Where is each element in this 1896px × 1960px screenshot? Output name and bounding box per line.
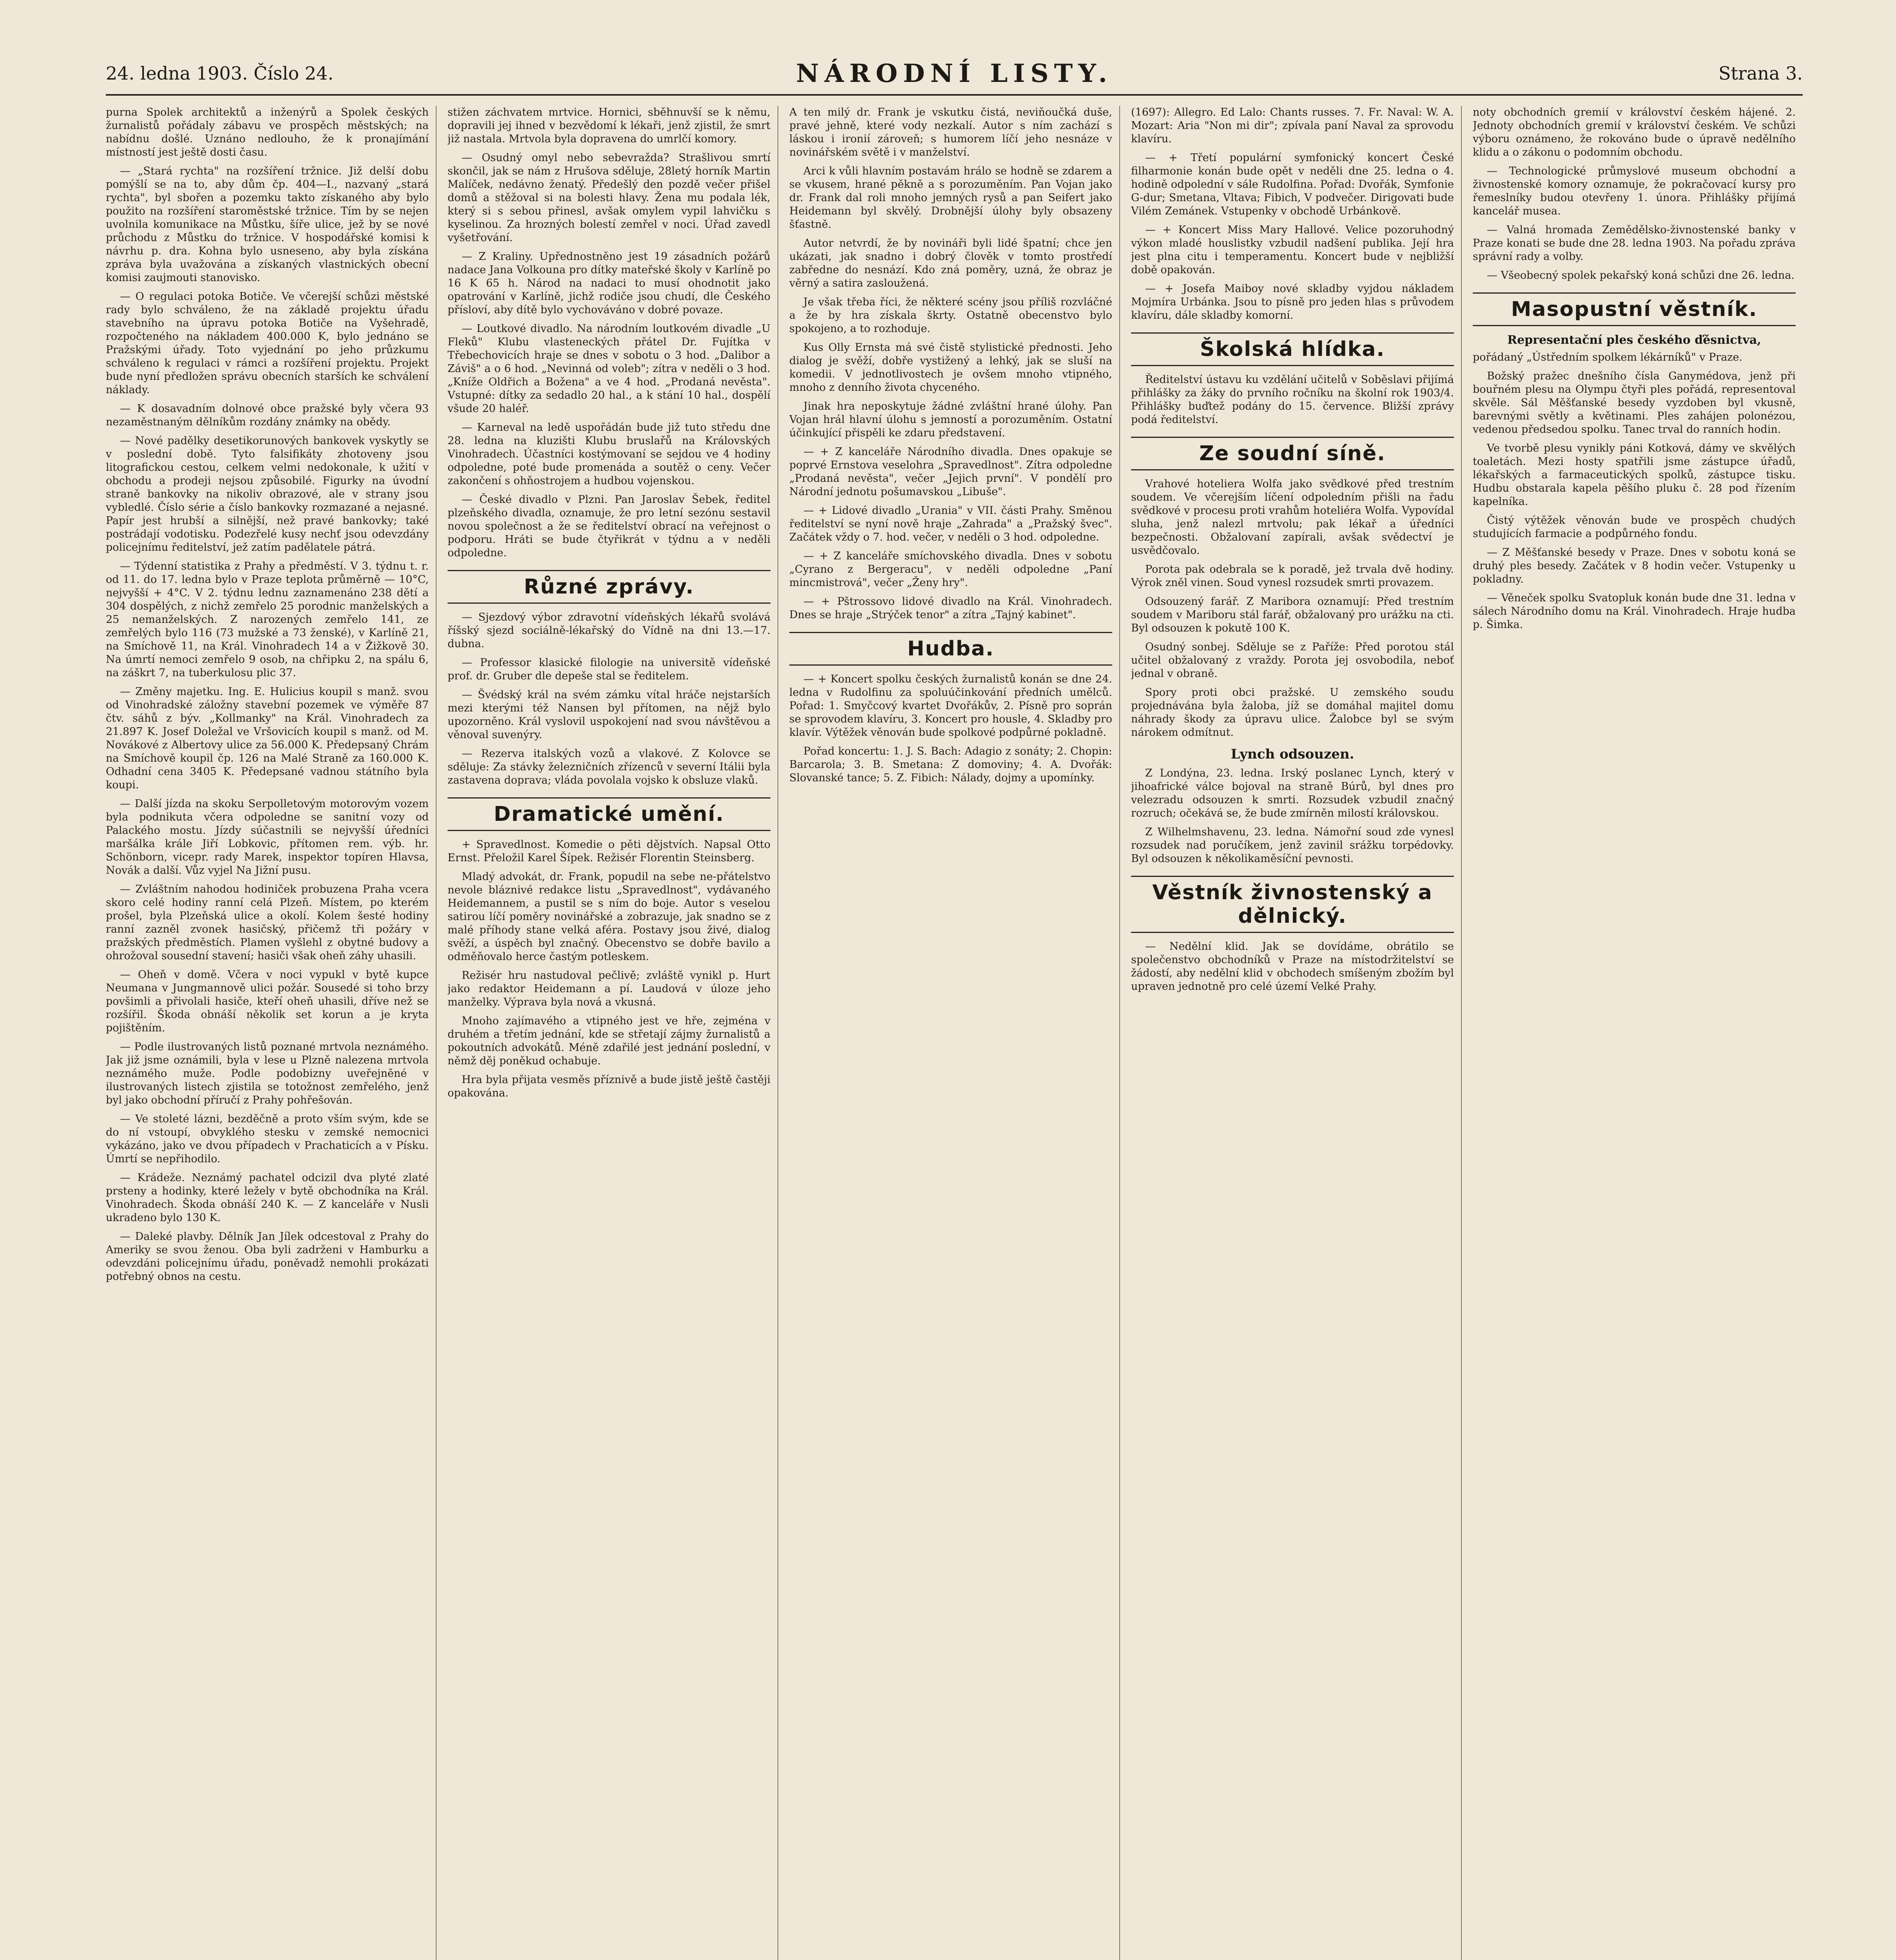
issue-date: 24. ledna 1903. Číslo 24. bbox=[106, 63, 334, 84]
column-1 bbox=[106, 106, 437, 1960]
article-paragraph: Spory proti obci pražské. U zemského soudu projednávána byla žaloba, jíž se domáhal majitel domu náhrady škody za úpravu ulice. Žalobce byl se svým nárokem odmítnut. bbox=[1131, 686, 1454, 739]
section-heading-text: Dramatické umění. bbox=[493, 802, 725, 826]
article-paragraph: stižen záchvatem mrtvice. Hornici, sběhnuvší se k němu, dopravili jej ihned v bezvědomí k lékaři, jenž zjistil, že smrt již nastala. Mrtvola byla dopravena do umrlčí komory. bbox=[448, 106, 770, 145]
article-paragraph: Porota pak odebrala se k poradě, jež trvala dvě hodiny. Výrok zněl vinen. Soud vynesl rozsudek smrti provazem. bbox=[1131, 563, 1454, 589]
newspaper-title: NÁRODNÍ LISTY. bbox=[796, 59, 1113, 88]
article-paragraph: — Osudný omyl nebo sebevražda? Strašlivou smrtí skončil, jak se nám z Hrušova sděluje, 28letý horník Martin Malíček, nedávno ženatý. Předešlý den pozdě večer přišel domů a stěžoval si na bolesti hlavy. Žena mu podala lék, který si s sebou přinesl, avšak omylem vypil lahvičku s kyselinou. Za hrozných bolestí zemřel v noci. Úřad zavedl vyšetřování. bbox=[448, 152, 770, 244]
article-paragraph: — O regulaci potoka Botiče. Ve včerejší schůzi městské rady bylo schváleno, že na základě projektu úřadu stavebního na úpravu potoka Botiče na Vyšehradě, rozpočteného na nákladem 400.000 K, bylo jednáno se Pražskými úřady. Toto vyjednání po jeho průzkumu schváleno k regulaci v rámci a rozšíření projektu. Projekt bude nyní předložen správu obecních starších ke schválení náklady. bbox=[106, 290, 429, 396]
section-heading bbox=[1131, 332, 1454, 366]
column-4 bbox=[1131, 106, 1462, 1960]
article-paragraph: — Loutkové divadlo. Na národním loutkovém divadle „U Fleků" Klubu vlasteneckých přátel Dr. Fujítka v Třebechovicích hraje se dnes v sobotu o 3 hod. „Dalibor a Záviš" a o 6 hod. „Nevinná od voleb"; zítra v neděli o 3 hod. „Kníže Oldřich a Božena" a ve 4 hod. „Prodaná nevěsta". Vstupné: dítky za sedadlo 20 hal., a k stání 10 hal., dospělí všude 20 haléř. bbox=[448, 323, 770, 415]
article-paragraph: — Valná hromada Zemědělsko-živnostenské banky v Praze konati se bude dne 28. ledna 1903. Na pořadu zpráva správní rady a volby. bbox=[1473, 224, 1796, 263]
article-paragraph: pořádaný „Ústředním spolkem lékárníků" v Praze. bbox=[1473, 351, 1743, 363]
article-paragraph: — + Z kanceláře smíchovského divadla. Dnes v sobotu „Cyrano z Bergeracu", v neděli odpoledne „Paní mincmistrová", večer „Ženy hry". bbox=[789, 550, 1112, 589]
sub-heading: Representační ples českého ďěsnictva, bbox=[1507, 333, 1761, 347]
article-paragraph: — Krádeže. Neznámý pachatel odcizil dva plyté zlaté prsteny a hodinky, které ležely v bytě obchodníka na Král. Vinohradech. Škoda obnáší 240 K. — Z kanceláře v Nusli ukradeno bylo 130 K. bbox=[106, 1172, 429, 1224]
article-paragraph: Božský pražec dnešního čísla Ganymédova, jenž při bouřném plesu na Olympu čtyři ples pořádá, representoval skvěle. Sál Měšťanské besedy vyzdoben byl vkusně, barevnými světly a květinami. Ples zahájen polonézou, vedenou předsedou spolku. Tanec trval do ranních hodin. bbox=[1473, 370, 1796, 436]
article-paragraph: Režisér hru nastudoval pečlivě; zvláště vynikl p. Hurt jako redaktor Heidemann a pí. Laudová v úloze jeho manželky. Výprava byla nová a vkusná. bbox=[448, 969, 770, 1008]
article-paragraph: Kus Olly Ernsta má své čistě stylistické přednosti. Jeho dialog je svěží, dobře vystižený a lehký, jak se sluší na komedii. V jednotlivostech je ovšem mnoho vtipného, mnoho z denního života chyceného. bbox=[789, 341, 1112, 394]
article-paragraph: — + Pštrossovo lidové divadlo na Král. Vinohradech. Dnes se hraje „Strýček tenor" a zítra „Tajný kabinet". bbox=[789, 595, 1112, 621]
article-paragraph: Arci k vůli hlavním postavám hrálo se hodně se zdarem a se vkusem, hrané pěkně a s porozuměním. Pan Vojan jako dr. Frank dal roli mnoho jemných rysů a pan Seifert jako Heidemann byl skvělý. Drobnější úlohy byly obsazeny šťastně. bbox=[789, 165, 1112, 230]
article-paragraph: purna Spolek architektů a inženýrů a Spolek českých žurnalistů pořádaly zábavu ve prospěch městských; na nabídnu došlé. Uznáno nedlouho, že k pronajímání místností jest ještě dosti času. bbox=[106, 106, 429, 158]
article-paragraph: — + Koncert Miss Mary Hallové. Velice pozoruhodný výkon mladé houslistky vzbudil nadšení publika. Její hra jest plna citu i temperamentu. Koncert bude v nejbližší době opakován. bbox=[1131, 224, 1454, 276]
article-paragraph: — Podle ilustrovaných listů poznané mrtvola neznámého. Jak již jsme oznámili, byla v lese u Plzně nalezena mrtvola neznámého muže. Podle podobizny uveřejněné v ilustrovaných listech zjistila se totožnost zemřelého, jenž byl jako obchodní příručí z Prahy pohřešován. bbox=[106, 1041, 429, 1106]
article-paragraph: — Všeobecný spolek pekařský koná schůzi dne 26. ledna. bbox=[1487, 269, 1795, 281]
article-paragraph: Ve tvorbě plesu vynikly páni Kotková, dámy ve skvělých toaletách. Mezi hosty spatřili jsme zástupce úřadů, lékařských a farmaceutických spolků, zástupce tisku. Hudbu obstarala kapela pěšího pluku č. 28 pod řízením kapelníka. bbox=[1473, 442, 1796, 508]
section-heading bbox=[1131, 876, 1454, 933]
section-heading-text: Hudba. bbox=[907, 637, 994, 661]
article-paragraph: — Karneval na ledě uspořádán bude již tuto středu dne 28. ledna na kluzišti Klubu bruslařů na Královských Vinohradech. Účastníci kostýmovaní se sejdou ve 4 hodiny odpoledne, poté bude promenáda a soutěž o ceny. Večer zakončení s ohňostrojem a hudbou vojenskou. bbox=[448, 421, 770, 487]
article-paragraph: — Další jízda na skoku Serpolletovým motorovým vozem byla podnikuta včera odpoledne se sanitní vozy od Palackého mostu. Jízdy súčastnili se nejvyšší úředníci maršálka krále Jiří Lobkovic, přítomen rem. výb. hr. Schönborn, vicepr. rady Marek, inspektor topíren Hlavsa, Novák a další. Vůz vyjel Na Jižní pusu. bbox=[106, 798, 429, 877]
section-heading bbox=[1473, 292, 1796, 326]
article-paragraph: Pořad koncertu: 1. J. S. Bach: Adagio z sonáty; 2. Chopin: Barcarola; 3. B. Smetana: Z domoviny; 4. A. Dvořák: Slovanské tance; 5. Z. Fibich: Nálady, dojmy a upomínky. bbox=[789, 745, 1112, 784]
section-heading bbox=[448, 570, 770, 604]
article-paragraph: Je však třeba říci, že některé scény jsou příliš rozvláčné a že by hra získala škrty. Ostatně obecenstvo bylo spokojeno, a to rozhoduje. bbox=[789, 296, 1112, 335]
article-paragraph: — Nové padělky desetikorunových bankovek vyskytly se v poslední době. Tyto falsifikáty zhotoveny jsou litografickou cestou, celkem velmi nedokonale, k užití v obchodu a prodeji nejsou způsobilé. Figurky na úvodní straně bankovky na nikoliv obrazové, ale v strany jsou vybledlé. Číslo série a číslo bankovky rozmazané a nejasné. Papír jest hrubší a silnější, než pravé bankovky; také postrádají vodotisku. Podezřelé kusy nechť jsou odevzdány policejnímu ředitelství, jež zatím padělatele pátrá. bbox=[106, 435, 429, 554]
column-2 bbox=[448, 106, 778, 1960]
article-paragraph: — + Třetí populární symfonický koncert České filharmonie konán bude opět v neděli dne 25. ledna o 4. hodině odpolední v sále Rudolfina. Pořad: Dvořák, Symfonie G-dur; Smetana, Vltava; Fibich, V podvečer. Dirigovati bude Vilém Zemánek. Vstupenky v obchodě Urbánkově. bbox=[1131, 152, 1454, 217]
article-paragraph: A ten milý dr. Frank je vskutku čistá, neviňoučká duše, pravé jehně, které vody nezkalí. Autor s ním zachází s láskou i ironií zároveň; s humorem líčí jeho nesnáze v novinářském světě i v manželství. bbox=[789, 106, 1112, 158]
article-paragraph: — Sjezdový výbor zdravotní vídeňských lékařů svolává říšský sjezd sociálně-lékařský do Vídně na dni 13.—17. dubna. bbox=[448, 611, 770, 650]
masthead bbox=[106, 59, 1803, 96]
article-paragraph: — Z Kraliny. Upřednostněno jest 19 zásadních požárů nadace Jana Volkouna pro dítky mateřské školy v Karlíně po 16 K 65 h. Národ na nadaci to musí ohodnotit jako opatrování v Karlíně, jichž rodiče jsou chudí, dle Českého přísloví, aby dítě bylo vychováváno v dobré povaze. bbox=[448, 250, 770, 316]
article-paragraph: — Z Měšťanské besedy v Praze. Dnes v sobotu koná se druhý ples besedy. Začátek v 8 hodin večer. Vstupenky u pokladny. bbox=[1473, 546, 1796, 585]
article-paragraph: — Oheň v domě. Včera v noci vypukl v bytě kupce Neumana v Jungmannově ulici požár. Sousedé si toho brzy povšimli a přivolali hasiče, kteří oheň uhasili, dříve než se rozšířil. Škoda obnáší několik set korun a je kryta pojištěním. bbox=[106, 969, 429, 1034]
article-paragraph: — + Lidové divadlo „Urania" v VII. části Prahy. Směnou ředitelství se nyní nově hraje „Zahrada" a „Pražský švec". Začátek vždy o 7. hod. večer, v neděli o 3 hod. odpoledne. bbox=[789, 505, 1112, 543]
article-paragraph: — Věneček spolku Svatopluk konán bude dne 31. ledna v sálech Národního domu na Král. Vinohradech. Hraje hudba p. Šimka. bbox=[1473, 592, 1796, 631]
article-paragraph: Mladý advokát, dr. Frank, popudil na sebe ne-přátelstvo nevole bláznivé redakce listu „Spravedlnost", vydávaného Heidemannem, a pustil se s ním do boje. Autor s veselou satirou líčí poměry novinářské a zobrazuje, jak snadno se z malé příhody stane velká aféra. Postavy jsou živé, dialog svěží, a úspěch byl značný. Obecenstvo se dobře bavilo a odměňovalo herce častým potleskem. bbox=[448, 871, 770, 963]
section-heading bbox=[1131, 437, 1454, 470]
article-paragraph: — České divadlo v Plzni. Pan Jaroslav Šebek, ředitel plzeňského divadla, oznamuje, že pro letní sezónu sestavil novou společnost a že se ředitelství obrací na veřejnost o podporu. Hráti se bude čtyřikrát v týdnu a v neděli odpoledne. bbox=[448, 494, 770, 559]
article-paragraph: Jinak hra neposkytuje žádné zvláštní hrané úlohy. Pan Vojan hrál hlavní úlohu s jemností a porozuměním. Ostatní účinkující přispěli ke zdaru představení. bbox=[789, 400, 1112, 439]
article-paragraph: — Rezerva italských vozů a vlakové. Z Kolovce se sděluje: Za stávky železničních zřízenců v severní Itálii byla zastavena doprava; vláda povolala vojsko k obsluze vlaků. bbox=[448, 748, 770, 786]
section-heading-text: Školská hlídka. bbox=[1200, 338, 1385, 361]
column-3 bbox=[789, 106, 1120, 1960]
article-paragraph: — Změny majetku. Ing. E. Hulicius koupil s manž. svou od Vinohradské záložny stavební pozemek ve výměře 87 čtv. sáhů z býv. „Kollmanky" na Král. Vinohradech za 21.897 K. Josef Doležal ve Vršovicích koupil s manž. od M. Novákové z Albertovy ulice za 56.000 K. Předepsaný Chrám na Smíchově koupil čp. 126 na Malé Straně za 160.000 K. Odhadní cena 3405 K. Předepsané vadnou státního byla koupi. bbox=[106, 686, 429, 791]
article-paragraph: — + Josefa Maiboy nové skladby vyjdou nákladem Mojmíra Urbánka. Jsou to písně pro jeden hlas s průvodem klavíru, dále skladby komorní. bbox=[1131, 283, 1454, 321]
article-paragraph: — + Koncert spolku českých žurnalistů konán se dne 24. ledna v Rudolfinu za spoluúčinkování předních umělců. Pořad: 1. Smyčcový kvartet Dvořákův, 2. Písně pro soprán se sprovodem klavíru, 3. Koncert pro housle, 4. Skladby pro klavír. Výtěžek věnován bude spolkové podpůrné pokladně. bbox=[789, 673, 1112, 739]
article-paragraph: — Nedělní klid. Jak se dovídáme, obrátilo se společenstvo obchodníků v Praze na místodržitelství se žádostí, aby nedělní klid v obchodech smíšeným zbožím byl upraven jednotně pro celé území Velké Prahy. bbox=[1131, 940, 1454, 993]
article-paragraph: Autor netvrdí, že by novináři byli lidé špatní; chce jen ukázati, jak snadno i dobrý člověk v tomto prostředí zabředne do nesnází. Kdo zná poměry, uzná, že obraz je věrný a satira zasloužená. bbox=[789, 237, 1112, 289]
article-paragraph: — Professor klasické filologie na universitě vídeňské prof. dr. Gruber dle depeše stal se ředitelem. bbox=[448, 657, 770, 682]
section-heading-text: Ze soudní síně. bbox=[1199, 442, 1386, 465]
article-paragraph: — K dosavadním dolnové obce pražské byly včera 93 nezaměstnaným dělníkům rozdány známky na obědy. bbox=[106, 403, 429, 428]
article-paragraph: Vrahové hoteliera Wolfa jako svědkové před trestním soudem. Ve včerejším líčení odpoledním přišli na řadu svědkové v procesu proti vrahům hoteliéra Wolfa. Vypovídal sluha, jenž nalezl mrtvolu; pak lékař a úředníci bezpečnosti. Obžalovaní zapírali, avšak svědectví je usvědčovalo. bbox=[1131, 478, 1454, 557]
article-paragraph: — Týdenní statistika z Prahy a předměstí. V 3. týdnu t. r. od 11. do 17. ledna bylo v Praze teplota průměrně — 10°C, nejvyšší + 4°C. V 2. týdnu lednu zaznamenáno 238 dětí a 304 dospělých, z nichž zemřelo 25 porodnic manželských a 25 nemanželských. Z narozených zemřelo 141, ze zemřelých bylo 116 (73 mužské a 73 ženské), v Karlíně 21, na Smíchově 11, na Král. Vinohradech 14 a v Žižkově 30. Na úmrtí nemoci zemřelo 9 osob, na chřipku 2, na spálu 6, na záškrt 7, na tuberkulosu plic 37. bbox=[106, 560, 429, 679]
article-paragraph: Odsouzený farář. Z Maribora oznamují: Před trestním soudem v Mariboru stál farář, obžalovaný pro urážku na cti. Byl odsouzen k pokutě 100 K. bbox=[1131, 595, 1454, 634]
section-heading bbox=[789, 632, 1112, 666]
article-paragraph: Osudný sonbej. Sděluje se z Paříže: Před porotou stál učitel obžalovaný z vraždy. Porota jej osvobodila, neboť jednal v obraně. bbox=[1131, 641, 1454, 680]
article-paragraph: Hra byla přijata vesměs příznivě a bude jistě ještě častěji opakována. bbox=[448, 1074, 770, 1099]
section-heading-text: Různé zprávy. bbox=[524, 575, 694, 599]
article-paragraph: — Ve stoleté lázni, bezděčně a proto vším svým, kde se do ní vstoupí, obvyklého stesku v zemské nemocnici vykázáno, jako ve dvou případech v Prachaticích a v Písku. Úmrtí se nepřihodilo. bbox=[106, 1113, 429, 1165]
article-paragraph: — „Stará rychta" na rozšíření tržnice. Již delší dobu pomýšlí se na to, aby dům čp. 404—I., nazvaný „stará rychta", byl sbořen a pozemku takto získaného aby bylo použito na rozšíření staroměstské tržnice. Tím by se nejen uvolnila komunikace na Můstku, šíře ulice, jež by se nové průchodu z Můstku do tržnice. V hospodářské komisi k návrhu p. dra. Kohna bylo usneseno, aby byla získána zpráva byla uvažována a získaných vlastnických obecní komisi zaujmouti stanovisko. bbox=[106, 165, 429, 284]
article-paragraph: Mnoho zajímavého a vtipného jest ve hře, zejména v druhém a třetím jednání, kde se střetají zájmy žurnalistů a pokoutních advokátů. Méně zdařilé jest jednání poslední, v němž děj poněkud ochabuje. bbox=[448, 1015, 770, 1067]
article-paragraph: — + Z kanceláře Národního divadla. Dnes opakuje se poprvé Ernstova veselohra „Spravedlnost". Zítra odpoledne „Prodaná nevěsta", večer „Jejich první". V pondělí pro Národní jednotu pošumavskou „Libuše". bbox=[789, 446, 1112, 498]
column-5 bbox=[1473, 106, 1803, 1960]
section-heading-text: Věstník živnostenský a dělnický. bbox=[1152, 881, 1433, 928]
columns bbox=[106, 106, 1803, 1960]
article-paragraph: Z Wilhelmshavenu, 23. ledna. Námořní soud zde vynesl rozsudek nad poručíkem, jenž zavinil srážku torpédovky. Byl odsouzen k několikaměsíční pevnosti. bbox=[1131, 826, 1454, 865]
section-heading bbox=[448, 797, 770, 831]
section-heading-text: Masopustní věstník. bbox=[1511, 298, 1758, 321]
page-number: Strana 3. bbox=[1718, 63, 1803, 84]
article-paragraph: — Daleké plavby. Dělník Jan Jílek odcestoval z Prahy do Ameriky se svou ženou. Oba byli zadrženi v Hamburku a odevzdáni policejnímu úřadu, poněvadž nemohli prokázati potřebný obnos na cestu. bbox=[106, 1230, 429, 1283]
article-paragraph: — Zvláštním nahodou hodiniček probuzena Praha vcera skoro celé hodiny ranní celá Plzeň. Místem, po kterém prošel, byla Plzeňská ulice a okolí. Kolem šesté hodiny ranní zazněl zvonek hasičský, přičemž tři požáry v pražských předměstích. Plamen vyšlehl z obytné budovy a ohrožoval sousední stavení; hasiči však oheň záhy uhasili. bbox=[106, 883, 429, 962]
article-paragraph: (1697): Allegro. Ed Lalo: Chants russes. 7. Fr. Naval: W. A. Mozart: Aria "Non mi dir"; zpívala paní Naval za sprovodu klavíru. bbox=[1131, 106, 1454, 145]
article-paragraph: + Spravedlnost. Komedie o pěti dějstvích. Napsal Otto Ernst. Přeložil Karel Šípek. Režisér Florentin Steinsberg. bbox=[448, 838, 770, 864]
sub-heading: Lynch odsouzen. bbox=[1231, 746, 1354, 762]
article-paragraph: noty obchodních gremií v království českém hájené. 2. Jednoty obchodních gremií v království českém. Ve schůzi výboru oznámeno, že rokováno bude o úpravě nedělního klidu a o zákonu o podomním obchodu. bbox=[1473, 106, 1796, 158]
article-paragraph: — Technologické průmyslové museum obchodní a živnostenské komory oznamuje, že pokračovací kursy pro řemeslníky budou otevřeny 1. února. Přihlášky přijímá kancelář musea. bbox=[1473, 165, 1796, 217]
article-paragraph: Ředitelství ústavu ku vzdělání učitelů v Soběslavi přijímá přihlášky za žáky do prvního ročníku na školní rok 1903/4. Přihlášky buďtež podány do 15. července. Bližší zprávy podá ředitelství. bbox=[1131, 374, 1454, 426]
article-paragraph: Čistý výtěžek věnován bude ve prospěch chudých studujících farmacie a podpůrného fondu. bbox=[1473, 514, 1796, 540]
article-paragraph: — Švédský král na svém zámku vítal hráče nejstarších mezi kterými též Nansen byl přítomen, na nějž bylo upozorněno. Král vyslovil uspokojení nad svou návštěvou a věnoval suvenýry. bbox=[448, 689, 770, 741]
article-paragraph: Z Londýna, 23. ledna. Irský poslanec Lynch, který v jihoafrické válce bojoval na straně Búrů, byl dnes pro velezradu odsouzen k smrti. Rozsudek vzbudil značný rozruch; očekává se, že bude zmírněn milostí královskou. bbox=[1131, 767, 1454, 819]
